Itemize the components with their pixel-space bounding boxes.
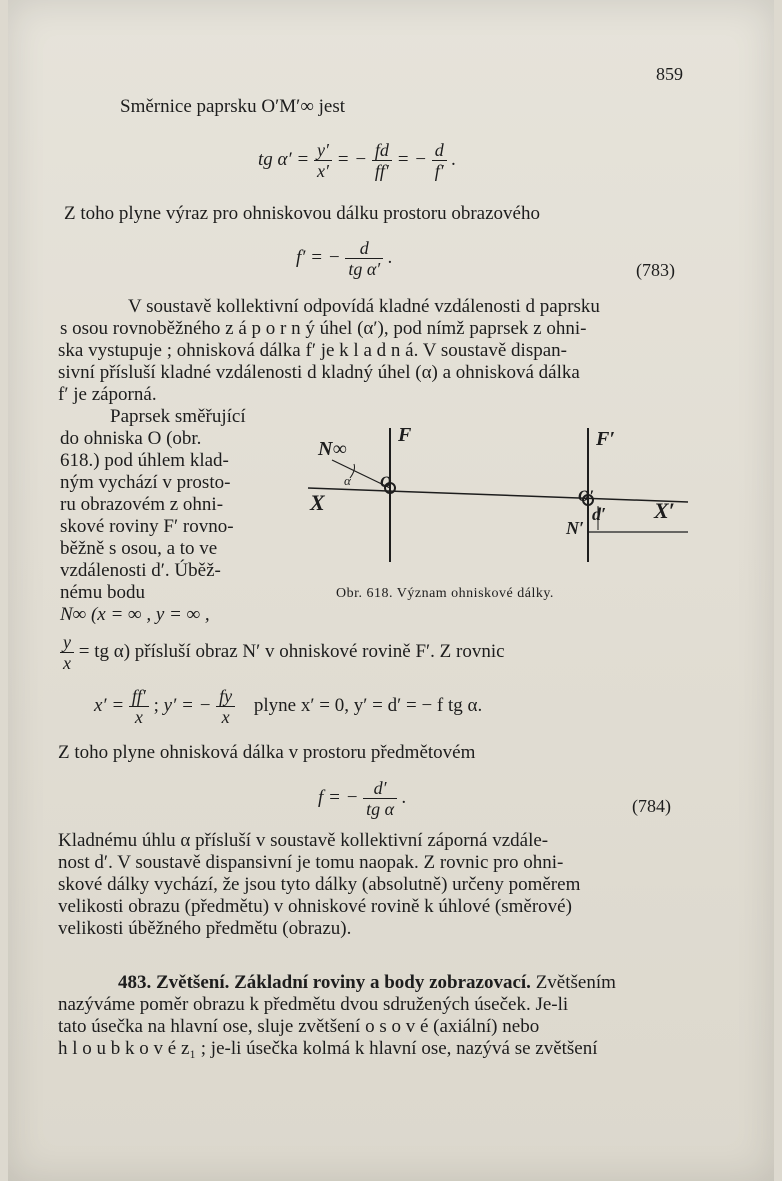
label-X: X [310, 490, 325, 515]
para1-line-1: V soustavě kollektivní odpovídá kladné vzdálenosti d paprsku [128, 296, 600, 317]
para2-line-4: velikosti obrazu (předmětu) v ohniskové rovině k úhlové (směrové) [58, 896, 572, 917]
eq1-op-2: = − [396, 148, 427, 170]
line-focal-image: Z toho plyne výraz pro ohniskovou dálku prostoru obrazového [64, 203, 540, 224]
equation-783 [296, 238, 393, 279]
para1-line-5: f′ je záporná. [58, 384, 157, 405]
eq1-fraction-2: $\frac{fd}{ff'}$ [372, 140, 392, 181]
page-number: 859 [656, 64, 683, 84]
section-line-4: h l o u b k o v é z₁ ; je-li úsečka kolmá k hlavní ose, nazývá se zvětšení [58, 1038, 598, 1059]
label-F-prime: F′ [596, 428, 615, 450]
book-page [8, 0, 774, 1181]
equations-x-y-prime [94, 686, 482, 727]
eq783-label: (783) [636, 260, 675, 280]
left-col-line-6: skové roviny F′ rovno- [60, 516, 234, 537]
eq1-end: . [451, 148, 457, 170]
section-heading: 483. Zvětšení. Základní roviny a body zobrazovací. [118, 972, 531, 993]
section-line-1: Zvětšením [535, 972, 616, 993]
label-F: F [398, 424, 412, 446]
para1-line-2: s osou rovnoběžného z á p o r n ý úhel (α′), pod nímž paprsek z ohni- [60, 318, 587, 339]
left-col-line-7: běžně s osou, a to ve [60, 538, 218, 559]
eq1-lhs: tg α′ = [258, 148, 310, 170]
label-N-infinity: N∞ [318, 438, 347, 460]
left-col-line-4: ným vychází v prosto- [60, 472, 231, 493]
label-N-prime: N′ [566, 518, 585, 538]
para2-line-5: velikosti úběžného předmětu (obrazu). [58, 918, 352, 939]
para1-line-4: sivní přísluší kladné vzdálenosti d kladný úhel (α) a ohnisková dálka [58, 362, 580, 383]
section-line-2: nazýváme poměr obrazu k předmětu dvou sdružených úseček. Je-li [58, 994, 569, 1015]
eq-separator: ; [153, 694, 159, 716]
eq783-lhs: f′ = − [296, 246, 341, 268]
para2-line-2: nost d′. V soustavě dispansivní je tomu naopak. Z rovnic pro ohni- [58, 852, 564, 873]
eq784-lhs: f = − [318, 786, 359, 808]
eq-x-prime-lhs: x′ = [94, 694, 125, 716]
intro-line: Směrnice paprsku O′M′∞ jest [120, 96, 346, 117]
figure-618-diagram [298, 420, 698, 570]
section-first-line [118, 972, 616, 994]
eq783-fraction: $\frac{d}{\text{tg α′}}$ [345, 238, 383, 279]
label-O: O [380, 474, 392, 491]
eq-x-prime-fraction: $\frac{ff'}{x}$ [129, 686, 149, 727]
section-line-3: tato úsečka na hlavní ose, sluje zvětšení o s o v é (axiální) nebo [58, 1016, 540, 1037]
line-tg-alpha [60, 632, 505, 673]
para1-line-3: ska vystupuje ; ohnisková dálka f′ je k l a d n á. V soustavě dispan- [58, 340, 567, 361]
figure-caption: Obr. 618. Význam ohniskové dálky. [336, 586, 554, 601]
left-col-line-5: ru obrazovém z ohni- [60, 494, 224, 515]
eq1-fraction-3: $\frac{d}{f'}$ [432, 140, 447, 181]
para2-line-1: Kladnému úhlu α přísluší v soustavě kollektivní záporná vzdále- [58, 830, 549, 851]
optical-axis [308, 488, 688, 502]
label-alpha: α [344, 473, 351, 488]
left-col-line-9: nému bodu [60, 582, 145, 603]
eq-y-prime-lhs: y′ = − [163, 694, 212, 716]
label-X-prime: X′ [654, 498, 675, 523]
eq784-end: . [401, 786, 407, 808]
equation-784 [318, 778, 407, 819]
left-col-line-1: Paprsek směřující [110, 406, 246, 427]
para2-line-3: skové dálky vychází, že jsou tyto dálky (absolutně) určeny poměrem [58, 874, 581, 895]
eq784-fraction: $\frac{d'}{\text{tg α}}$ [363, 778, 397, 819]
eq1-fraction-1: $\frac{y'}{x'}$ [314, 140, 332, 181]
line-tg-text: = tg α) přísluší obraz N′ v ohniskové rovině F′. Z rovnic [78, 640, 505, 662]
line-focal-object: Z toho plyne ohnisková dálka v prostoru předmětovém [58, 742, 476, 763]
left-col-line-3: 618.) pod úhlem klad- [60, 450, 229, 471]
eq-y-prime-fraction: $\frac{fy}{x}$ [216, 686, 235, 727]
eq-tail: plyne x′ = 0, y′ = d′ = − f tg α. [253, 694, 483, 716]
eq784-label: (784) [632, 796, 671, 816]
yx-fraction: $\frac{y}{x}$ [60, 632, 74, 673]
left-col-line-2: do ohniska O (obr. [60, 428, 202, 449]
left-col-line-8: vzdálenosti d′. Úběž- [60, 560, 221, 581]
eq783-end: . [387, 246, 393, 268]
label-O-prime: O′ [578, 488, 595, 505]
left-col-line-10: N∞ (x = ∞ , y = ∞ , [60, 604, 210, 625]
eq1-op-1: = − [336, 148, 368, 170]
label-d-prime: d′ [592, 504, 607, 524]
equation-tangent [258, 140, 456, 181]
